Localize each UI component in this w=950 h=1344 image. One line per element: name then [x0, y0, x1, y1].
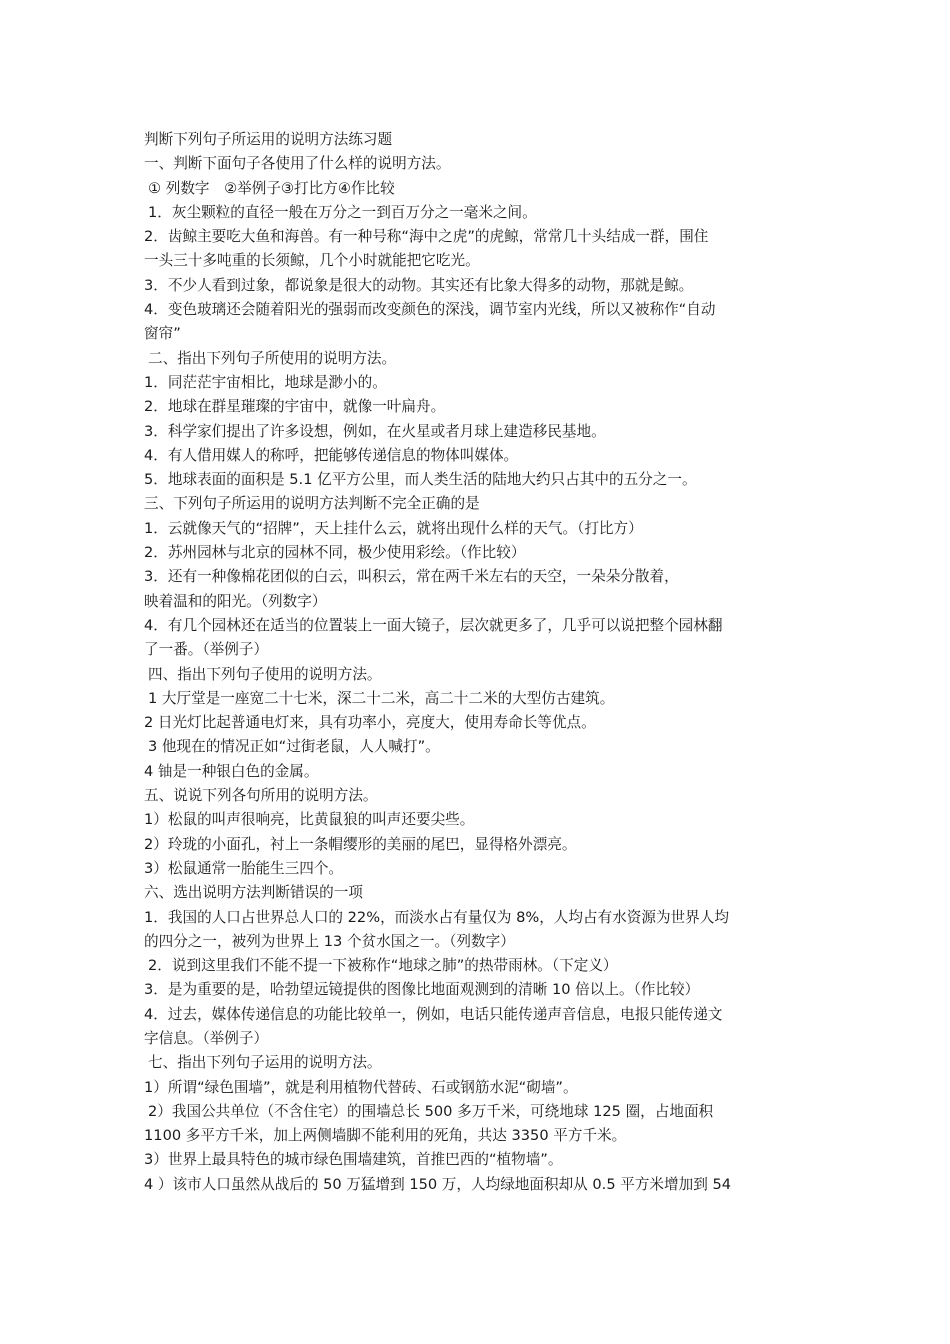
- text-line: 1）松鼠的叫声很响亮，比黄鼠狼的叫声还要尖些。: [144, 811, 475, 829]
- text-line: 1）所谓“绿色围墙”，就是利用植物代替砖、石或钢筋水泥“砌墙”。: [144, 1078, 578, 1096]
- text-line: 1．灰尘颗粒的直径一般在万分之一到百万分之一毫米之间。: [148, 203, 537, 221]
- text-line: 4．过去，媒体传递信息的功能比较单一，例如，电话只能传递声音信息，电报只能传递文: [144, 1005, 723, 1023]
- text-line: 1．同茫茫宇宙相比，地球是渺小的。: [144, 373, 387, 391]
- text-line: 了一番。（举例子）: [144, 641, 269, 659]
- section-heading-4: 四、指出下列句子使用的说明方法。: [148, 665, 382, 683]
- text-line: 3．不少人看到过象，都说象是很大的动物。其实还有比象大得多的动物，那就是鲸。: [144, 276, 694, 294]
- text-line: 3．还有一种像棉花团似的白云，叫积云，常在两千米左右的天空，一朵朵分散着，: [144, 568, 679, 586]
- text-line: 4．有几个园林还在适当的位置装上一面大镜子，层次就更多了，几乎可以说把整个园林翻: [144, 616, 723, 634]
- text-line: 3）世界上最具特色的城市绿色围墙建筑，首推巴西的“植物墙”。: [144, 1151, 563, 1169]
- section-heading-1: 一、判断下面句子各使用了什么样的说明方法。: [144, 155, 451, 173]
- text-line: 字信息。（举例子）: [144, 1029, 269, 1047]
- method-options: ① 列数字 ②举例子③打比方④作比较: [148, 179, 395, 197]
- section-heading-3: 三、下列句子所运用的说明方法判断不完全正确的是: [144, 495, 480, 513]
- text-line: 2．地球在群星璀璨的宇宙中，就像一叶扁舟。: [144, 398, 446, 416]
- text-line: 4．有人借用媒人的称呼，把能够传递信息的物体叫媒体。: [144, 446, 519, 464]
- text-line: 2．齿鲸主要吃大鱼和海兽。有一种号称“海中之虎”的虎鲸，常常几十头结成一群，围住: [144, 228, 709, 246]
- text-line: 4．变色玻璃还会随着阳光的强弱而改变颜色的深浅，调节室内光线，所以又被称作“自动: [144, 301, 716, 319]
- section-heading-6: 六、选出说明方法判断错误的一项: [144, 884, 363, 902]
- text-line: 窗帘”: [144, 325, 181, 343]
- section-heading-2: 二、指出下列句子所使用的说明方法。: [148, 349, 397, 367]
- document-title: 判断下列句子所运用的说明方法练习题: [144, 131, 393, 148]
- document-body: [144, 128, 810, 1197]
- text-line: 1．我国的人口占世界总人口的 22%，而淡水占有量仅为 8%，人均占有水资源为世界人均: [144, 908, 729, 926]
- text-line: 1100 多平方千米，加上两侧墙脚不能利用的死角，共达 3350 平方千米。: [144, 1127, 627, 1145]
- text-line: 2．说到这里我们不能不提一下被称作“地球之肺”的热带雨林。（下定义）: [148, 957, 618, 975]
- text-line: 1 大厅堂是一座宽二十七米，深二十二米，高二十二米的大型仿古建筑。: [148, 689, 615, 707]
- text-line: 2）我国公共单位（不含住宅）的围墙总长 500 多万千米，可绕地球 125 圈，占地面积: [148, 1102, 714, 1120]
- text-line: 4 ）该市人口虽然从战后的 50 万猛增到 150 万，人均绿地面积却从 0.5 平方米增加到 54: [144, 1175, 732, 1193]
- text-line: 5．地球表面的面积是 5.1 亿平方公里，而人类生活的陆地大约只占其中的五分之一。: [144, 471, 697, 489]
- text-line: 2．苏州园林与北京的园林不同，极少使用彩绘。（作比较）: [144, 544, 526, 562]
- text-line: 4 铀是一种银白色的金属。: [144, 762, 319, 780]
- text-line: 3 他现在的情况正如“过街老鼠，人人喊打”。: [148, 738, 440, 756]
- section-heading-5: 五、说说下列各句所用的说明方法。: [144, 787, 378, 805]
- text-line: 的四分之一，被列为世界上 13 个贫水国之一。（列数字）: [144, 932, 515, 950]
- text-line: 2）玲珑的小面孔，衬上一条帽缨形的美丽的尾巴，显得格外漂亮。: [144, 835, 577, 853]
- text-line: 1．云就像天气的“招牌”，天上挂什么云，就将出现什么样的天气。（打比方）: [144, 519, 643, 537]
- text-line: 一头三十多吨重的长须鲸，几个小时就能把它吃光。: [144, 252, 480, 270]
- text-line: 3）松鼠通常一胎能生三四个。: [144, 859, 344, 877]
- text-line: 2 日光灯比起普通电灯来，具有功率小，亮度大，使用寿命长等优点。: [144, 714, 596, 732]
- text-line: 3．科学家们提出了许多设想，例如，在火星或者月球上建造移民基地。: [144, 422, 606, 440]
- text-line: 映着温和的阳光。（列数字）: [144, 592, 327, 610]
- text-line: 3．是为重要的是，哈勃望远镜提供的图像比地面观测到的清晰 10 倍以上。（作比较）: [144, 981, 700, 999]
- section-heading-7: 七、指出下列句子运用的说明方法。: [148, 1054, 382, 1072]
